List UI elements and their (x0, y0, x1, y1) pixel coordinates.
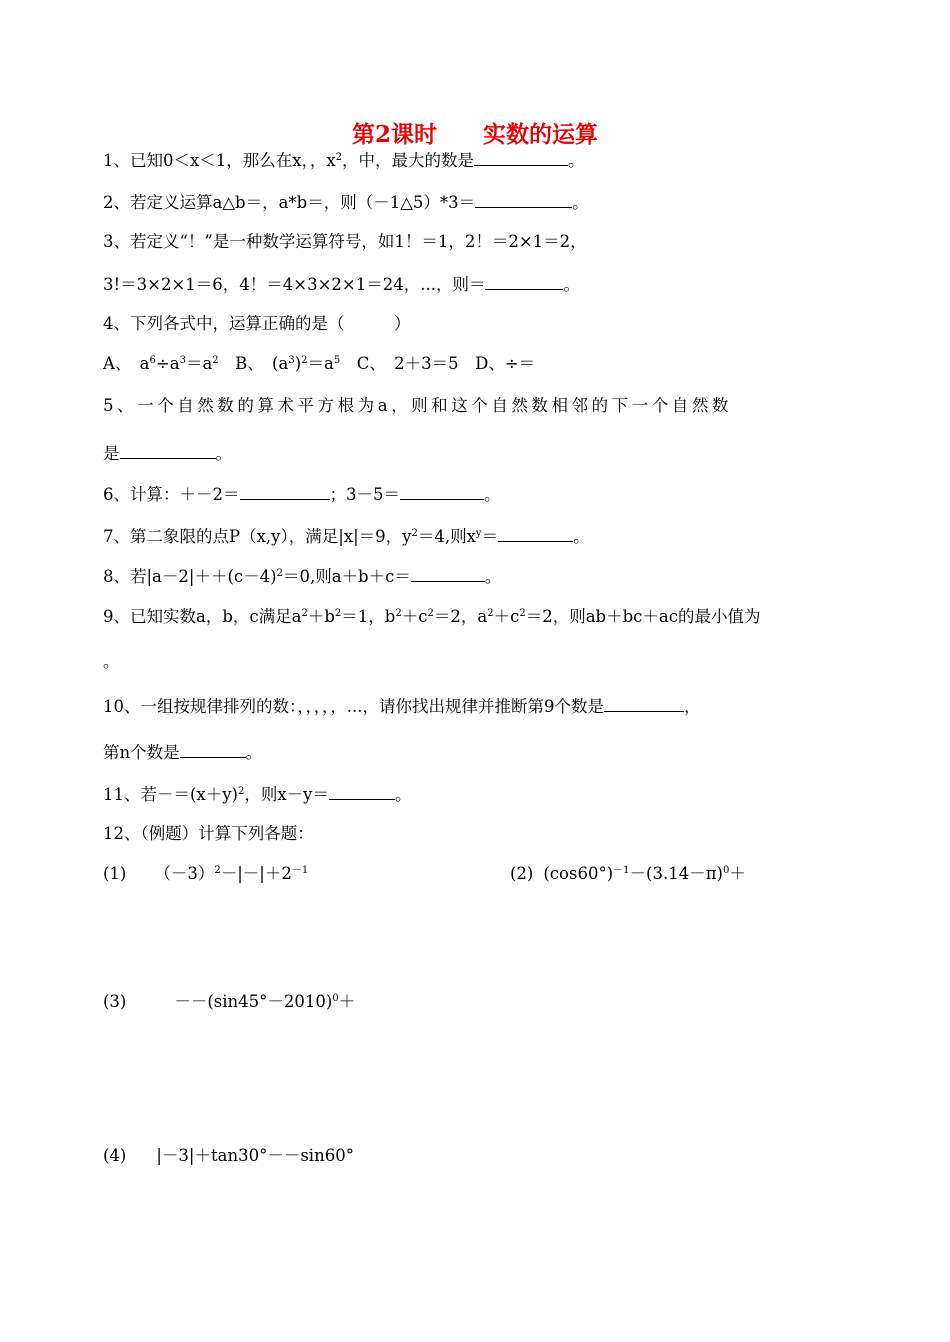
question-8: 8、若$|a-2|++(c-4)^2=0$,则a＋b＋c＝ 。 (103, 564, 501, 589)
answer-blank (120, 441, 216, 459)
problem-3: $(3) --(\sin 45^\circ-2010)^0+$ (103, 992, 356, 1011)
answer-blank (329, 782, 395, 800)
problem-4: (4) |－3|＋tan30°－－sin60° (103, 1146, 354, 1165)
answer-blank (485, 272, 563, 290)
problem-2: (2) $(\cos 60^\circ)^{-1}-(3.14-\pi)^0+$ (510, 864, 746, 883)
question-10-line-2: 第n个数是 。 (103, 740, 262, 765)
question-9: 9、已知实数a，b，c满足$a^2+b^2=1$，$b^2+c^2=2$，$a^2+c^2=2$，则ab＋bc＋ac的最小值为 (103, 607, 761, 626)
question-9-line-2: 。 (103, 652, 120, 671)
answer-blank (240, 482, 330, 500)
question-5-line-1: 5、一个自然数的算术平方根为a，则和这个自然数相邻的下一个自然数 (103, 396, 732, 415)
question-10: 10、一组按规律排列的数：，，，，，...，请你找出规律并推断第9个数是 ， (103, 694, 700, 719)
answer-blank (180, 740, 246, 758)
problem-1: (1) $(-3)^2-|-|+2^{-1}$ (103, 864, 309, 883)
answer-blank (604, 694, 684, 712)
answer-blank (411, 564, 485, 582)
page-title: 第2课时 实数的运算 (351, 121, 598, 148)
answer-blank (400, 482, 484, 500)
question-3-line-2: 3!＝3×2×1＝6，4！＝4×3×2×1＝24，...，则＝ 。 (103, 272, 580, 297)
answer-blank (474, 148, 568, 166)
question-4: 4、下列各式中，运算正确的是（ ） (103, 314, 411, 333)
question-11: 11、若$-=(x+y)^2$，则x－y＝ 。 (103, 782, 412, 807)
question-4-options: A、 $a^6\div a^3=a^2$ B、 $(a^3)^2=a^5$ C、 2＋3＝5 D、÷＝ (103, 354, 536, 373)
answer-blank (475, 190, 572, 208)
answer-blank (498, 524, 573, 542)
question-3-line-1: 3、若定义“！”是一种数学运算符号，如1！＝1，2！＝2×1＝2， (103, 232, 587, 251)
question-1: 1、已知0＜x＜1，那么在x，，$x^2$，中，最大的数是 。 (103, 148, 585, 173)
question-6: 6、计算：＋－2＝ ；3－5＝ 。 (103, 482, 501, 507)
question-12: 12、（例题）计算下列各题： (103, 824, 314, 843)
question-2: 2、若定义运算a△b＝，a*b＝，则（－1△5）*3＝ 。 (103, 190, 589, 215)
question-5-line-2: 是 。 (103, 441, 232, 466)
question-7: 7、第二象限的点P（x,y），满足|x|＝9，$y^2=4$,则$x^y=$ 。 (103, 524, 590, 549)
